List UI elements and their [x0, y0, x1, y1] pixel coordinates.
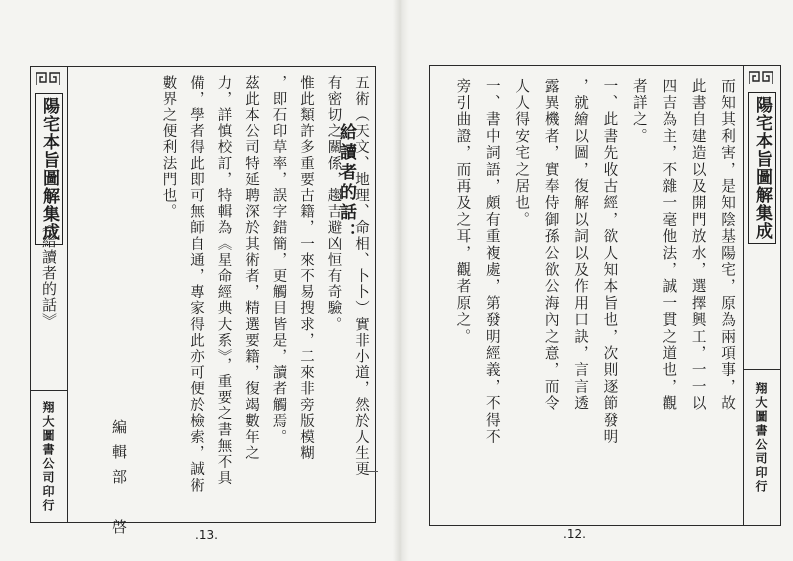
right-side-column [743, 66, 780, 525]
text-line: 有密切之關係，趨吉避凶恒有奇驗。 [325, 75, 342, 333]
text-line: 四吉為主，不雜一毫他法，誠一貫之道也，觀 [660, 78, 678, 412]
right-page-frame [429, 65, 781, 526]
text-line: 五術（天文、地理、命相、卜卜）實非小道，然於人生更 [353, 75, 369, 478]
series-title: 陽宅本旨圖解集成 [748, 92, 776, 244]
side-divider [744, 369, 780, 370]
publisher-imprint: 翔大圖書公司印行 [41, 401, 55, 513]
right-page [408, 0, 793, 561]
text-line: 露異機者，實奉侍御孫公欲公海內之意，而令 [542, 78, 560, 412]
publisher-imprint: 翔大圖書公司印行 [754, 382, 768, 494]
text-line: ，即石印草率，誤字錯簡，更觸目皆是，讀者觸焉。 [270, 75, 287, 446]
section-heading: 給讀者的話： [336, 123, 356, 243]
text-line: 一、此書先收古經，欲人知本旨也，次則逐節發明 [601, 78, 619, 446]
text-line: 數界之便利法門也。 [160, 75, 177, 220]
text-line: 備，學者得此即可無師自通，專家得此亦可便於檢索，誠術 [188, 75, 204, 494]
page-number: .13. [195, 528, 218, 542]
text-line: 人人得安宅之居也。 [513, 78, 531, 229]
editor-signature: 編輯部 啓 [110, 419, 128, 544]
left-side-column [31, 67, 68, 522]
text-line: 旁引曲證，而再及之耳，觀者原之。 [454, 78, 472, 346]
meander-ornament-icon [36, 72, 60, 86]
text-line: 力，詳慎校訂，特輯為《星命經典大系》，重要之書無不具 [215, 75, 232, 487]
right-body-text [448, 78, 742, 518]
book-gutter [393, 0, 409, 561]
page-number: .12. [563, 527, 586, 541]
text-line: 惟此類許多重要古籍，一來不易搜求，二來非旁版模糊 [298, 75, 314, 462]
text-line: 此書自建造以及開門放水，選擇興工，一一以 [689, 78, 707, 412]
section-subtitle: 《給讀者的話》 [40, 217, 58, 329]
text-line: 一、書中詞語，頗有重複處，第發明經義，不得不 [483, 78, 501, 446]
meander-ornament-icon [749, 71, 773, 85]
text-line: 茲此本公司特延聘深於其術者，精選要籍，復竭數年之 [243, 75, 259, 462]
left-body-text [154, 75, 374, 505]
text-line: ，就繪以圖，復解以詞以及作用口訣，言言透 [572, 78, 590, 412]
side-divider [31, 390, 67, 391]
text-line: 者詳之。 [630, 78, 648, 145]
text-line: 而知其利害，是知陰基陽宅，原為兩項事，故 [719, 78, 737, 412]
series-title: 陽宅本旨圖解集成 [35, 93, 63, 245]
left-page [0, 0, 395, 561]
